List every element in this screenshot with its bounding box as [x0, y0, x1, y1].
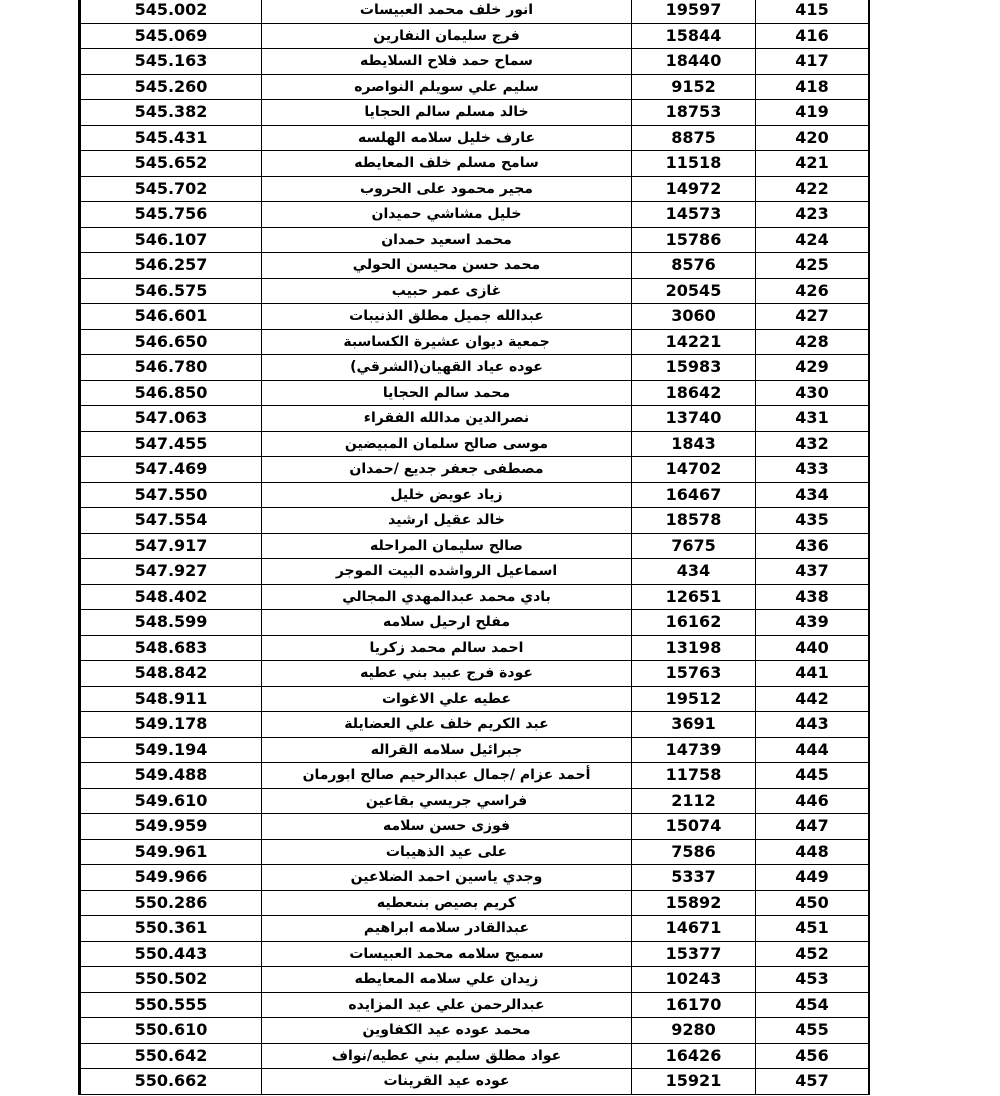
table-row — [81, 712, 869, 738]
table-row — [81, 559, 869, 585]
amount-cell: 547.550 — [81, 482, 262, 508]
sequence-cell: 417 — [756, 49, 869, 75]
sequence-cell: 438 — [756, 584, 869, 610]
number-cell: 1843 — [632, 431, 756, 457]
sequence-cell: 447 — [756, 814, 869, 840]
number-cell: 15074 — [632, 814, 756, 840]
number-cell: 15921 — [632, 1069, 756, 1095]
number-cell: 18753 — [632, 100, 756, 126]
sequence-cell: 416 — [756, 23, 869, 49]
sequence-cell: 418 — [756, 74, 869, 100]
table-row — [81, 1043, 869, 1069]
number-cell: 18578 — [632, 508, 756, 534]
name-cell: عبدالقادر سلامه ابراهيم — [262, 916, 632, 942]
sequence-cell: 456 — [756, 1043, 869, 1069]
table-row — [81, 380, 869, 406]
table-row — [81, 431, 869, 457]
amount-cell: 548.842 — [81, 661, 262, 687]
table-row — [81, 278, 869, 304]
table-row — [81, 227, 869, 253]
number-cell: 3691 — [632, 712, 756, 738]
sequence-cell: 422 — [756, 176, 869, 202]
number-cell: 7586 — [632, 839, 756, 865]
amount-cell: 545.260 — [81, 74, 262, 100]
name-cell: مفلح ارحيل سلامه — [262, 610, 632, 636]
records-sheet — [78, 0, 870, 1095]
name-cell: جبرائيل سلامه القراله — [262, 737, 632, 763]
number-cell: 19597 — [632, 0, 756, 23]
number-cell: 7675 — [632, 533, 756, 559]
sequence-cell: 419 — [756, 100, 869, 126]
name-cell: محمد سالم الحجايا — [262, 380, 632, 406]
amount-cell: 547.927 — [81, 559, 262, 585]
table-row — [81, 941, 869, 967]
amount-cell: 545.069 — [81, 23, 262, 49]
table-row — [81, 482, 869, 508]
amount-cell: 548.599 — [81, 610, 262, 636]
name-cell: عودة فرج عبيد بني عطيه — [262, 661, 632, 687]
table-row — [81, 686, 869, 712]
name-cell: فراسي جريسي بقاعين — [262, 788, 632, 814]
table-row — [81, 304, 869, 330]
table-row — [81, 457, 869, 483]
table-row — [81, 610, 869, 636]
number-cell: 14221 — [632, 329, 756, 355]
table-row — [81, 1018, 869, 1044]
amount-cell: 547.554 — [81, 508, 262, 534]
sequence-cell: 427 — [756, 304, 869, 330]
amount-cell: 549.610 — [81, 788, 262, 814]
number-cell: 13198 — [632, 635, 756, 661]
name-cell: عبد الكريم خلف علي العضايلة — [262, 712, 632, 738]
name-cell: خالد عقيل ارشيد — [262, 508, 632, 534]
sequence-cell: 444 — [756, 737, 869, 763]
table-row — [81, 635, 869, 661]
name-cell: خالد مسلم سالم الحجايا — [262, 100, 632, 126]
name-cell: جمعية ديوان عشيرة الكساسبة — [262, 329, 632, 355]
table-row — [81, 737, 869, 763]
table-row — [81, 890, 869, 916]
sequence-cell: 451 — [756, 916, 869, 942]
table-row — [81, 253, 869, 279]
sequence-cell: 431 — [756, 406, 869, 432]
amount-cell: 548.911 — [81, 686, 262, 712]
name-cell: وجدي ياسين احمد الضلاعين — [262, 865, 632, 891]
sequence-cell: 453 — [756, 967, 869, 993]
number-cell: 11758 — [632, 763, 756, 789]
amount-cell: 545.002 — [81, 0, 262, 23]
table-row — [81, 584, 869, 610]
sequence-cell: 439 — [756, 610, 869, 636]
number-cell: 14573 — [632, 202, 756, 228]
table-row — [81, 151, 869, 177]
name-cell: كريم بصيص بنىعطيه — [262, 890, 632, 916]
amount-cell: 550.361 — [81, 916, 262, 942]
amount-cell: 550.286 — [81, 890, 262, 916]
name-cell: محمد اسعيد حمدان — [262, 227, 632, 253]
amount-cell: 550.662 — [81, 1069, 262, 1095]
name-cell: عواد مطلق سليم بني عطيه/نواف — [262, 1043, 632, 1069]
name-cell: عبدالرحمن علي عيد المزايده — [262, 992, 632, 1018]
name-cell: على عيد الذهيبات — [262, 839, 632, 865]
number-cell: 14739 — [632, 737, 756, 763]
name-cell: موسى صالح سلمان المبيضين — [262, 431, 632, 457]
amount-cell: 549.966 — [81, 865, 262, 891]
name-cell: عوده عياد القهيان(الشرقي) — [262, 355, 632, 381]
number-cell: 16426 — [632, 1043, 756, 1069]
number-cell: 434 — [632, 559, 756, 585]
sequence-cell: 454 — [756, 992, 869, 1018]
number-cell: 14702 — [632, 457, 756, 483]
amount-cell: 547.469 — [81, 457, 262, 483]
sequence-cell: 445 — [756, 763, 869, 789]
number-cell: 9280 — [632, 1018, 756, 1044]
sequence-cell: 428 — [756, 329, 869, 355]
table-row — [81, 916, 869, 942]
name-cell: احمد سالم محمد زكريا — [262, 635, 632, 661]
name-cell: زياد عويض خليل — [262, 482, 632, 508]
table-row — [81, 355, 869, 381]
number-cell: 5337 — [632, 865, 756, 891]
number-cell: 9152 — [632, 74, 756, 100]
number-cell: 16162 — [632, 610, 756, 636]
amount-cell: 549.178 — [81, 712, 262, 738]
sequence-cell: 421 — [756, 151, 869, 177]
table-row — [81, 100, 869, 126]
amount-cell: 545.702 — [81, 176, 262, 202]
number-cell: 16170 — [632, 992, 756, 1018]
name-cell: محمد حسن محيسن الحولي — [262, 253, 632, 279]
amount-cell: 550.642 — [81, 1043, 262, 1069]
number-cell: 11518 — [632, 151, 756, 177]
sequence-cell: 435 — [756, 508, 869, 534]
number-cell: 15763 — [632, 661, 756, 687]
number-cell: 2112 — [632, 788, 756, 814]
table-row — [81, 865, 869, 891]
name-cell: خليل مشاشي حميدان — [262, 202, 632, 228]
name-cell: عبدالله جميل مطلق الذنيبات — [262, 304, 632, 330]
number-cell: 16467 — [632, 482, 756, 508]
sequence-cell: 440 — [756, 635, 869, 661]
table-row — [81, 839, 869, 865]
name-cell: عطيه علي الاغوات — [262, 686, 632, 712]
sequence-cell: 455 — [756, 1018, 869, 1044]
table-row — [81, 788, 869, 814]
amount-cell: 546.575 — [81, 278, 262, 304]
table-row — [81, 967, 869, 993]
number-cell: 14671 — [632, 916, 756, 942]
number-cell: 19512 — [632, 686, 756, 712]
amount-cell: 549.488 — [81, 763, 262, 789]
sequence-cell: 433 — [756, 457, 869, 483]
sequence-cell: 423 — [756, 202, 869, 228]
sequence-cell: 425 — [756, 253, 869, 279]
number-cell: 8576 — [632, 253, 756, 279]
sequence-cell: 442 — [756, 686, 869, 712]
table-row — [81, 508, 869, 534]
sequence-cell: 426 — [756, 278, 869, 304]
table-row — [81, 406, 869, 432]
amount-cell: 550.443 — [81, 941, 262, 967]
sequence-cell: 430 — [756, 380, 869, 406]
number-cell: 15377 — [632, 941, 756, 967]
sequence-cell: 441 — [756, 661, 869, 687]
amount-cell: 545.756 — [81, 202, 262, 228]
amount-cell: 546.601 — [81, 304, 262, 330]
sequence-cell: 432 — [756, 431, 869, 457]
name-cell: سليم علي سويلم النواصره — [262, 74, 632, 100]
number-cell: 15844 — [632, 23, 756, 49]
amount-cell: 546.850 — [81, 380, 262, 406]
amount-cell: 547.917 — [81, 533, 262, 559]
sequence-cell: 424 — [756, 227, 869, 253]
amount-cell: 549.961 — [81, 839, 262, 865]
amount-cell: 547.455 — [81, 431, 262, 457]
name-cell: انور خلف محمد العبيسات — [262, 0, 632, 23]
amount-cell: 548.683 — [81, 635, 262, 661]
amount-cell: 548.402 — [81, 584, 262, 610]
sequence-cell: 415 — [756, 0, 869, 23]
amount-cell: 545.431 — [81, 125, 262, 151]
sequence-cell: 436 — [756, 533, 869, 559]
number-cell: 15786 — [632, 227, 756, 253]
amount-cell: 545.382 — [81, 100, 262, 126]
number-cell: 20545 — [632, 278, 756, 304]
amount-cell: 545.652 — [81, 151, 262, 177]
number-cell: 18642 — [632, 380, 756, 406]
number-cell: 3060 — [632, 304, 756, 330]
amount-cell: 546.780 — [81, 355, 262, 381]
sequence-cell: 446 — [756, 788, 869, 814]
amount-cell: 550.502 — [81, 967, 262, 993]
name-cell: بادي محمد عبدالمهدي المجالي — [262, 584, 632, 610]
table-row — [81, 176, 869, 202]
number-cell: 15892 — [632, 890, 756, 916]
number-cell: 12651 — [632, 584, 756, 610]
number-cell: 18440 — [632, 49, 756, 75]
amount-cell: 546.107 — [81, 227, 262, 253]
number-cell: 10243 — [632, 967, 756, 993]
name-cell: نصرالدين مدالله الفقراء — [262, 406, 632, 432]
sequence-cell: 437 — [756, 559, 869, 585]
table-row — [81, 74, 869, 100]
name-cell: سماح حمد فلاح السلايطه — [262, 49, 632, 75]
records-table — [80, 0, 869, 1095]
table-row — [81, 763, 869, 789]
name-cell: مصطفى جعفر جديع /حمدان — [262, 457, 632, 483]
name-cell: صالح سليمان المراحله — [262, 533, 632, 559]
sequence-cell: 434 — [756, 482, 869, 508]
records-table-body — [81, 0, 869, 1094]
table-row — [81, 814, 869, 840]
name-cell: غازى عمر حبيب — [262, 278, 632, 304]
amount-cell: 550.610 — [81, 1018, 262, 1044]
amount-cell: 545.163 — [81, 49, 262, 75]
table-row — [81, 533, 869, 559]
table-row — [81, 49, 869, 75]
name-cell: فرج سليمان النفارين — [262, 23, 632, 49]
sequence-cell: 452 — [756, 941, 869, 967]
table-row — [81, 23, 869, 49]
table-row — [81, 992, 869, 1018]
amount-cell: 550.555 — [81, 992, 262, 1018]
table-row — [81, 202, 869, 228]
sequence-cell: 450 — [756, 890, 869, 916]
sequence-cell: 448 — [756, 839, 869, 865]
sequence-cell: 449 — [756, 865, 869, 891]
name-cell: عارف خليل سلامه الهلسه — [262, 125, 632, 151]
amount-cell: 549.194 — [81, 737, 262, 763]
name-cell: مجير محمود على الحروب — [262, 176, 632, 202]
table-row — [81, 661, 869, 687]
name-cell: محمد عوده عيد الكفاوين — [262, 1018, 632, 1044]
name-cell: فوزى حسن سلامه — [262, 814, 632, 840]
name-cell: زيدان علي سلامه المعايطه — [262, 967, 632, 993]
number-cell: 8875 — [632, 125, 756, 151]
table-row — [81, 0, 869, 23]
amount-cell: 546.650 — [81, 329, 262, 355]
number-cell: 15983 — [632, 355, 756, 381]
name-cell: سامح مسلم خلف المعايطه — [262, 151, 632, 177]
sequence-cell: 457 — [756, 1069, 869, 1095]
sequence-cell: 429 — [756, 355, 869, 381]
amount-cell: 549.959 — [81, 814, 262, 840]
sequence-cell: 443 — [756, 712, 869, 738]
sequence-cell: 420 — [756, 125, 869, 151]
name-cell: سميح سلامه محمد العبيسات — [262, 941, 632, 967]
name-cell: عوده عيد القرينات — [262, 1069, 632, 1095]
name-cell: اسماعيل الرواشده البيت الموجر — [262, 559, 632, 585]
amount-cell: 547.063 — [81, 406, 262, 432]
table-row — [81, 1069, 869, 1095]
table-row — [81, 329, 869, 355]
amount-cell: 546.257 — [81, 253, 262, 279]
number-cell: 13740 — [632, 406, 756, 432]
number-cell: 14972 — [632, 176, 756, 202]
name-cell: أحمد عزام /جمال عبدالرحيم صالح ابورمان — [262, 763, 632, 789]
table-row — [81, 125, 869, 151]
